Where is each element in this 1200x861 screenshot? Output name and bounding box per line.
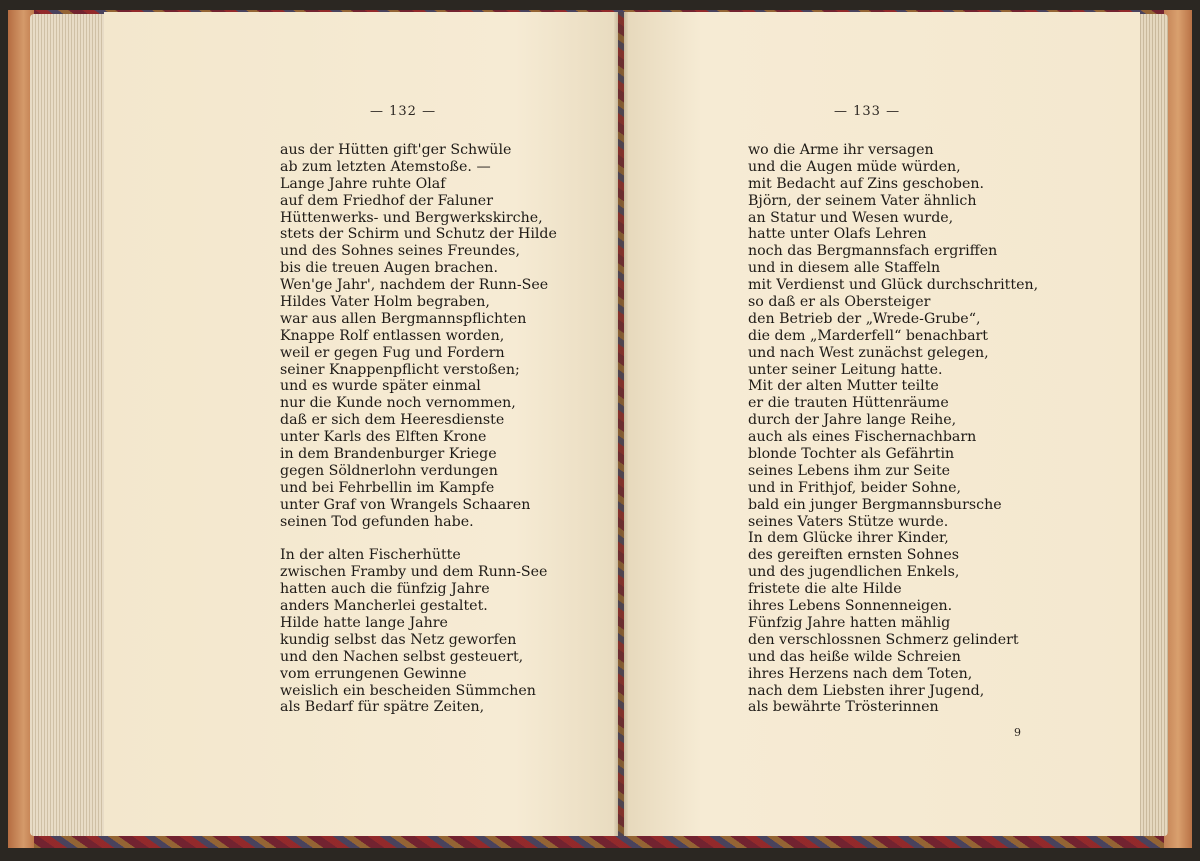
verse-line: daß er sich dem Heeresdienste [280,412,505,429]
verse-line: unter seiner Leitung hatte. [748,361,943,378]
verse-line: mit Bedacht auf Zins geschoben. [748,175,985,192]
verse-line: noch das Bergmannsfach ergriffen [748,243,998,260]
verse-line: mit Verdienst und Glück durchschritten, [748,277,1039,294]
verse-line: Fünfzig Jahre hatten mählig [748,614,951,631]
verse-line: Wen'ge Jahr', nachdem der Runn-See [280,277,549,294]
verse-line: ab zum letzten Atemstoße. — [280,158,491,175]
verse-line: weil er gegen Fug und Fordern [280,344,505,361]
verse-line: und das heiße wilde Schreien [748,648,961,665]
verse-line: Lange Jahre ruhte Olaf [280,175,446,192]
verse-line: anders Mancherlei gestaltet. [280,598,488,615]
verse-line: seines Lebens ihm zur Seite [748,462,951,479]
page-number-right: — 133 — [834,104,901,119]
verse-line: bis die treuen Augen brachen. [280,260,498,277]
verse-line: kundig selbst das Netz geworfen [280,631,517,648]
verse-line: nur die Kunde noch vernommen, [280,395,516,412]
right-page [624,12,1140,836]
left-page-text [280,142,557,716]
verse-line: an Statur und Wesen wurde, [748,209,954,226]
verse-line: er die trauten Hüttenräume [748,395,949,412]
stanza-gap [280,530,557,547]
verse-line: aus der Hütten gift'ger Schwüle [280,142,512,158]
verse-line: ihres Lebens Sonnenneigen. [748,598,953,615]
verse-line: und es wurde später einmal [280,378,481,395]
verse-line: als bewährte Trösterinnen [748,699,939,716]
verse-line: Knappe Rolf entlassen worden, [280,327,505,344]
verse-line: und in diesem alle Staffeln [748,260,941,277]
verse-line: seines Vaters Stütze wurde. [748,513,949,530]
verse-line: Björn, der seinem Vater ähnlich [748,192,977,209]
verse-line: auf dem Friedhof der Faluner [280,192,493,209]
verse-line: Hildes Vater Holm begraben, [280,294,490,311]
verse-line: in dem Brandenburger Kriege [280,446,497,463]
verse-line: blonde Tochter als Gefährtin [748,446,955,463]
verse-line: In dem Glücke ihrer Kinder, [748,530,949,547]
verse-line: und des jugendlichen Enkels, [748,564,960,581]
verse-line: den Betrieb der „Wrede-Grube“, [748,310,981,327]
verse-line: unter Karls des Elften Krone [280,429,487,446]
page-number-left: — 132 — [370,104,437,119]
signature-mark: 9 [1014,726,1021,739]
verse-line: vom errungenen Gewinne [280,665,467,682]
verse-line: seiner Knappenpflicht verstoßen; [280,361,520,378]
verse-line: zwischen Framby und dem Runn-See [280,564,548,581]
verse-line: so daß er als Obersteiger [748,294,931,311]
verse-line: als Bedarf für spätre Zeiten, [280,699,485,716]
verse-line: Hüttenwerks- und Bergwerkskirche, [280,209,543,226]
verse-line: den verschlossnen Schmerz gelindert [748,631,1019,648]
verse-line: und des Sohnes seines Freundes, [280,243,520,260]
verse-line: In der alten Fischerhütte [280,547,461,564]
verse-line: seinen Tod gefunden habe. [280,513,474,530]
verse-line: war aus allen Bergmannspflichten [280,310,527,327]
verse-line: die dem „Marderfell“ benachbart [748,327,989,344]
left-page-edges [30,14,108,836]
verse-line: hatte unter Olafs Lehren [748,226,927,243]
verse-line: und nach West zunächst gelegen, [748,344,989,361]
verse-line: wo die Arme ihr versagen [748,142,934,158]
left-page [104,12,618,836]
verse-line: durch der Jahre lange Reihe, [748,412,957,429]
verse-line: hatten auch die fünfzig Jahre [280,581,490,598]
right-page-text [748,142,1038,716]
right-cover-edge [1164,10,1192,848]
verse-line: unter Graf von Wrangels Schaaren [280,496,531,513]
verse-line: und in Frithjof, beider Sohne, [748,479,961,496]
verse-line: stets der Schirm und Schutz der Hilde [280,226,557,243]
verse-line: des gereiften ernsten Sohnes [748,547,960,564]
verse-line: und die Augen müde würden, [748,158,961,175]
verse-line: und den Nachen selbst gesteuert, [280,648,524,665]
right-page-edges [1138,14,1168,836]
verse-line: fristete die alte Hilde [748,581,902,598]
verse-line: ihres Herzens nach dem Toten, [748,665,973,682]
verse-line: Mit der alten Mutter teilte [748,378,939,395]
verse-line: Hilde hatte lange Jahre [280,614,448,631]
verse-line: weislich ein bescheiden Sümmchen [280,682,536,699]
book-gutter [614,12,628,836]
verse-line: nach dem Liebsten ihrer Jugend, [748,682,985,699]
verse-line: bald ein junger Bergmannsbursche [748,496,1002,513]
verse-line: auch als eines Fischernachbarn [748,429,977,446]
verse-line: und bei Fehrbellin im Kampfe [280,479,495,496]
verse-line: gegen Söldnerlohn verdungen [280,462,498,479]
